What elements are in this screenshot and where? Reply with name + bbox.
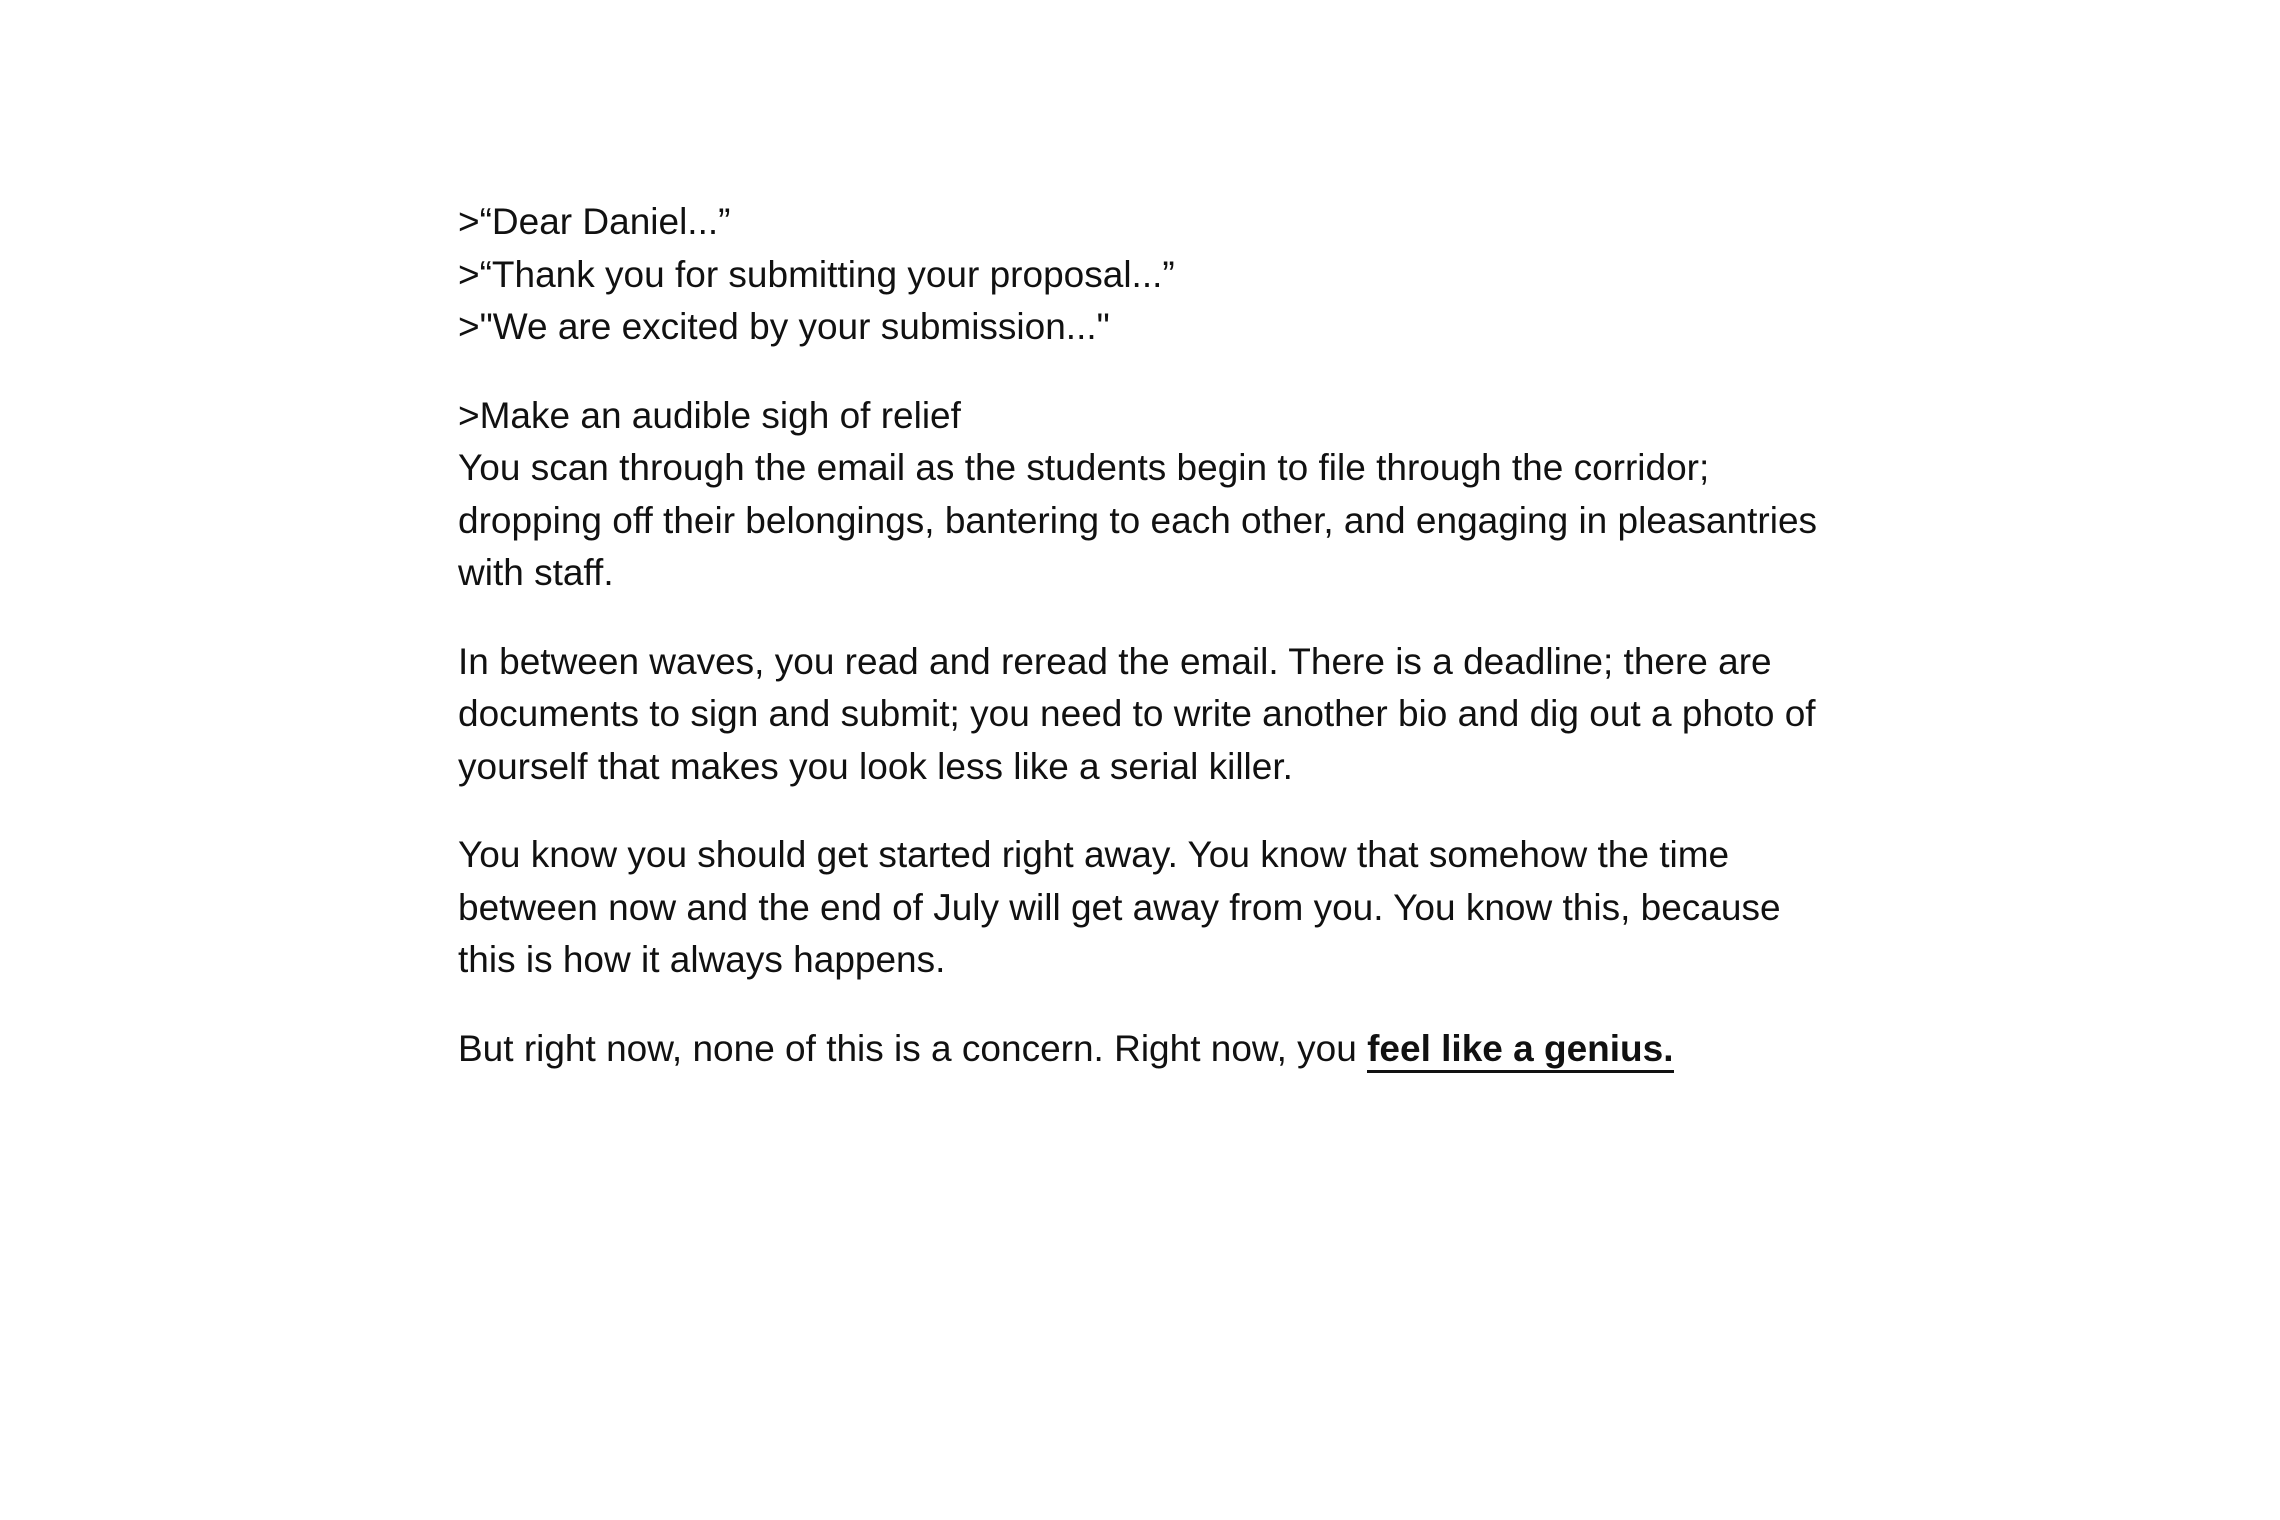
feel-like-a-genius-link[interactable]: feel like a genius.	[1367, 1028, 1673, 1073]
quote-line-3: >"We are excited by your submission..."	[458, 306, 1110, 347]
paragraph-1	[458, 390, 1828, 600]
paragraph-4-text: But right now, none of this is a concern. Right now, you	[458, 1027, 1368, 1069]
quote-line-1: >“Dear Daniel...”	[458, 201, 731, 242]
paragraph-4	[458, 1023, 1828, 1076]
paragraph-2	[458, 636, 1828, 794]
story-passage	[458, 196, 1828, 1111]
quote-line-2: >“Thank you for submitting your proposal...”	[458, 253, 1175, 295]
paragraph-1-text: You scan through the email as the students begin to file through the corridor; dropping off their belongings, bantering to each other, and engaging in pleasantries with staff.	[458, 447, 1818, 593]
paragraph-3	[458, 829, 1828, 987]
action-line: >Make an audible sigh of relief	[458, 394, 961, 436]
paragraph-2-text: In between waves, you read and reread the email. There is a deadline; there are documents to sign and submit; you need to write another bio and dig out a photo of yourself that makes you look less like a serial killer.	[458, 640, 1816, 787]
email-quotes	[458, 196, 1828, 354]
paragraph-3-text: You know you should get started right away. You know that somehow the time between now and the end of July will get away from you. You know this, because this is how it always happens.	[458, 834, 1781, 980]
